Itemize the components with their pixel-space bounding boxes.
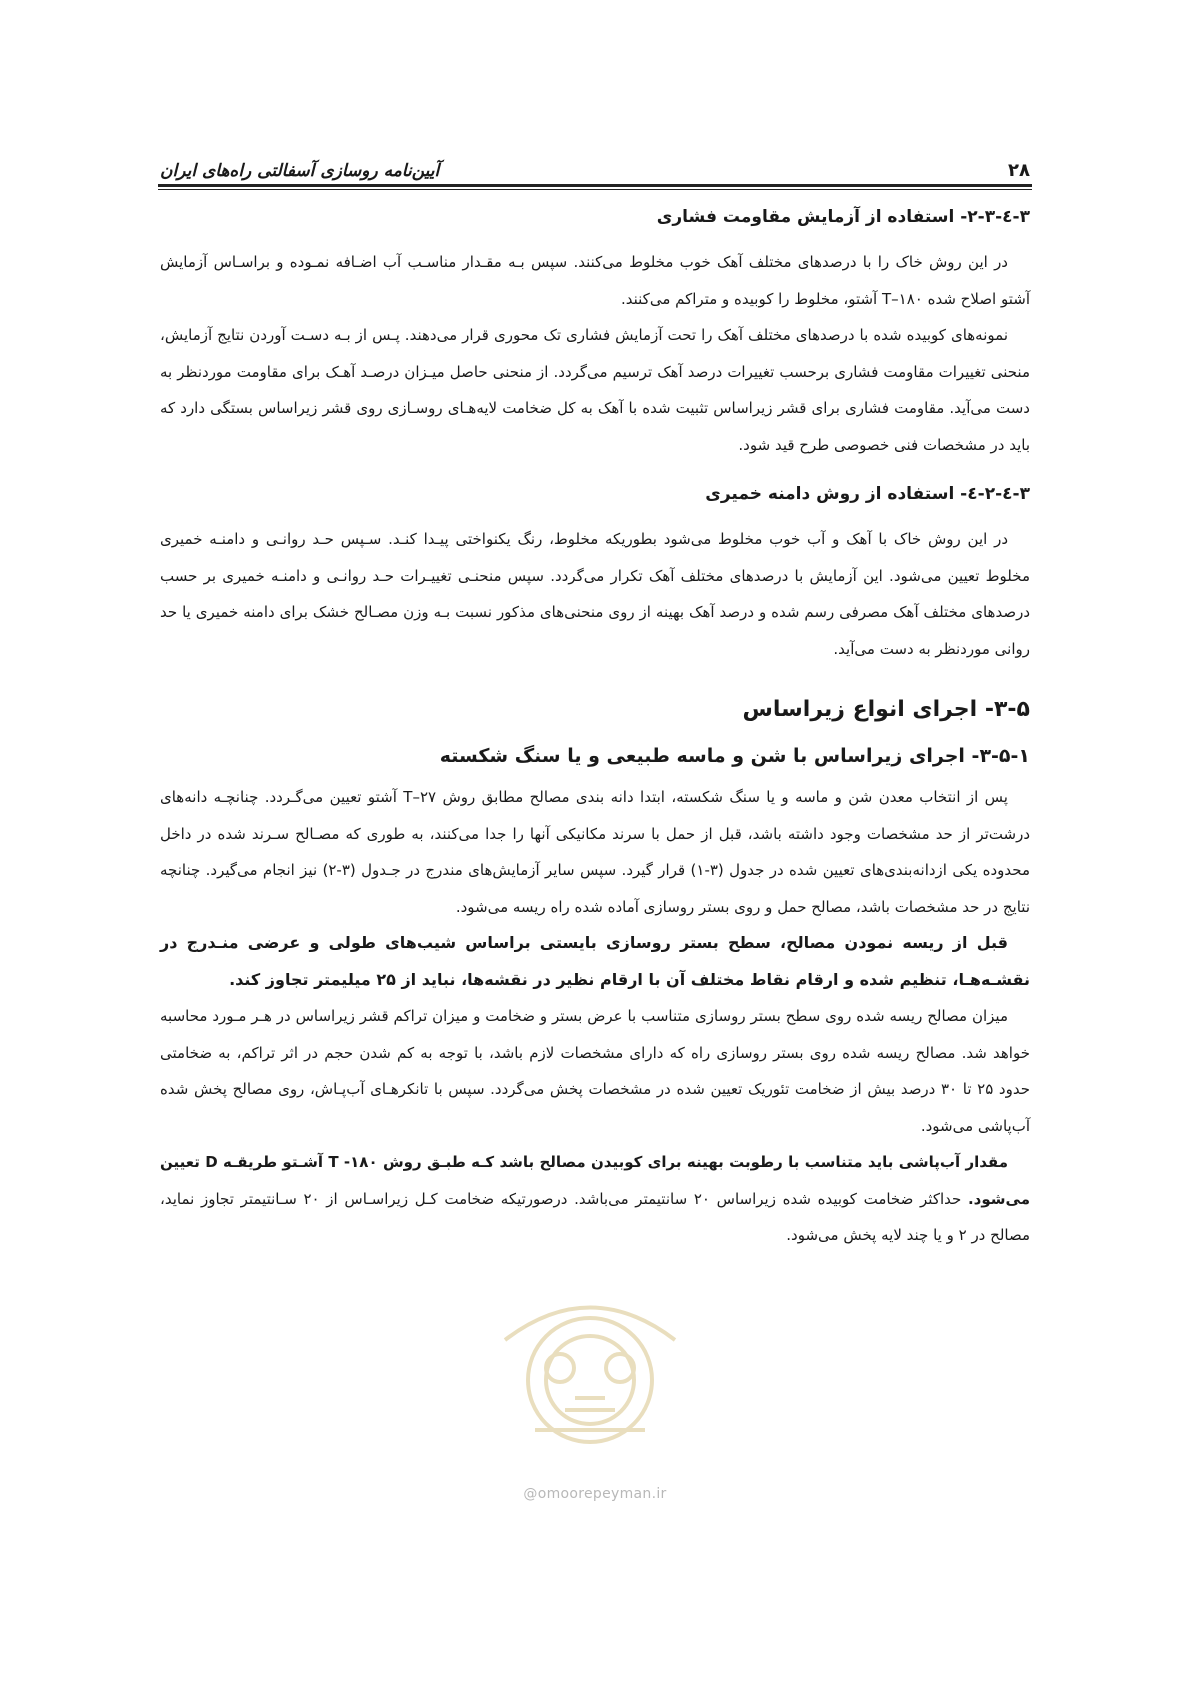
normal-span: حداکثر ضخامت کوبیده شده زیراساس ۲۰ سانتیمتر می‌باشد. درصورتیکه ضخامت کـل زیراسـاس از ۲۰ سـانتیمتر تجاوز نماید، مصالح در ۲ و یا چند لایه پخش می‌شود. — [160, 1189, 1030, 1244]
paragraph: نمونه‌های کوبیده شده با درصدهای مختلف آهک را تحت آزمایش فشاری تک محوری قرار می‌دهند. پـس از بـه دسـت آوردن نتایج آزمایش، منحنی تغییرات مقاومت فشاری برحسب تغییرات درصد آهک ترسیم می‌گردد. از منحنی حاصل میـزان درصـد آهـک برای مقاومت موردنظر به دست می‌آید. مقاومت فشاری برای قشر زیراساس تثبیت شده با آهک به کل ضخامت لایه‌هـای روسـازی روی قشر زیراساس بستگی دارد که باید در مشخصات فنی خصوصی طرح قید شود. — [160, 326, 1030, 454]
section-heading-compressive: ۳-٤-۲-۳- استفاده از آزمایش مقاومت فشاری — [656, 207, 1030, 227]
paragraph: پس از انتخاب معدن شن و ماسه و یا سنگ شکسته، ابتدا دانه بندی مصالح مطابق روش T–۲۷ آشتو تعیین می‌گـردد. چنانچـه دانه‌های درشت‌تر از حد مشخصات وجود داشته باشد، قبل از حمل با سرند مکانیکی آنها را جدا می‌کنند، به طوری که مصـالح سـرند شده در داخل محدوده یکی ازدانه‌بندی‌های تعیین شده در جدول (۳-۱) قرار گیرد. سپس سایر آزمایش‌های مندرج در جـدول (۳-۲) نیز انجام می‌گیرد. چنانچه نتایج در حد مشخصات باشد، مصالح حمل و روی بستر روسازی آماده شده راه ریسه می‌شود. — [160, 788, 1031, 916]
page-header — [160, 145, 1030, 181]
sub-heading-gravel: ۳-۵-۱- اجرای زیراساس با شن و ماسه طبیعی و یا سنگ شکسته — [439, 745, 1030, 767]
running-header-title: آیین‌نامه روسازی آسفالتی راه‌های ایران — [160, 161, 440, 181]
paragraph: در این روش خاک با آهک و آب خوب مخلوط می‌شود بطوریکه مخلوط، رنگ یکنواختی پیـدا کنـد. سـپس حـد روانـی و دامنـه خمیری مخلوط تعیین می‌شود. این آزمایش با درصدهای مختلف آهک تکرار می‌گردد. سپس منحنـی تغییـرات حـد روانـی و دامنـه خمیری بر حسب درصدهای مختلف آهک مصرفی رسم شده و درصد آهک بهینه از روی منحنی‌های مذکور نسبت بـه وزن مصـالح خشک برای دامنه خمیری یا حد روانی موردنظر به دست می‌آید. — [160, 530, 1030, 658]
major-heading-subbase: ۳-۵- اجرای انواع زیراساس — [742, 697, 1030, 722]
bold-span: مقدار آب‌پاشی باید متناسب با رطوبت بهینه برای کوبیدن مصالح باشد کـه طبـق روش ۱۸۰- T آشـتو طریقـه D تعیین می‌شود. — [160, 1153, 1030, 1208]
paragraph: در این روش خاک را با درصدهای مختلف آهک خوب مخلوط می‌کنند. سپس بـه مقـدار مناسـب آب اضـافه نمـوده و براسـاس آزمایش آشتو اصلاح شده T–۱۸۰ آشتو، مخلوط را کوبیده و متراکم می‌کنند. — [160, 253, 1030, 308]
page-content — [160, 200, 1030, 1254]
paragraph: میزان مصالح ریسه شده روی سطح بستر روسازی متناسب با عرض بستر و ضخامت و میزان تراکم قشر زیراساس در هـر مـورد محاسبه خواهد شد. مصالح ریسه شده روی بستر روسازی راه که دارای مشخصات لازم باشد، با توجه به کم شدن حجم در اثر تراکم، به ضخامتی حدود ۲۵ تا ۳۰ درصد بیش از ضخامت تئوریک تعیین شده در مشخصات پخش می‌گردد. سپس با تانکرهـای آب‌پـاش، روی مصالح پخش شده آب‌پاشی می‌شود. — [160, 1007, 1030, 1135]
header-rule — [158, 184, 1032, 190]
bold-paragraph: قبل از ریسه نمودن مصالح، سطح بستر روسازی بایستی براساس شیب‌های طولی و عرضی منـدرج در نقشـه‌هـا، تنظیم شده و ارقام نقاط مختلف آن با ارقام نظیر در نقشه‌ها، نباید از ۲۵ میلیمتر تجاوز کند. — [160, 933, 1030, 989]
watermark-url: @omoorepeyman.ir — [523, 1486, 667, 1502]
paragraph-mixed — [160, 1144, 1030, 1254]
section-heading-plasticity: ۳-٤-۲-٤- استفاده از روش دامنه خمیری — [705, 484, 1030, 504]
page-number: ۲۸ — [1008, 160, 1030, 181]
watermark-logo-icon — [465, 1270, 715, 1460]
